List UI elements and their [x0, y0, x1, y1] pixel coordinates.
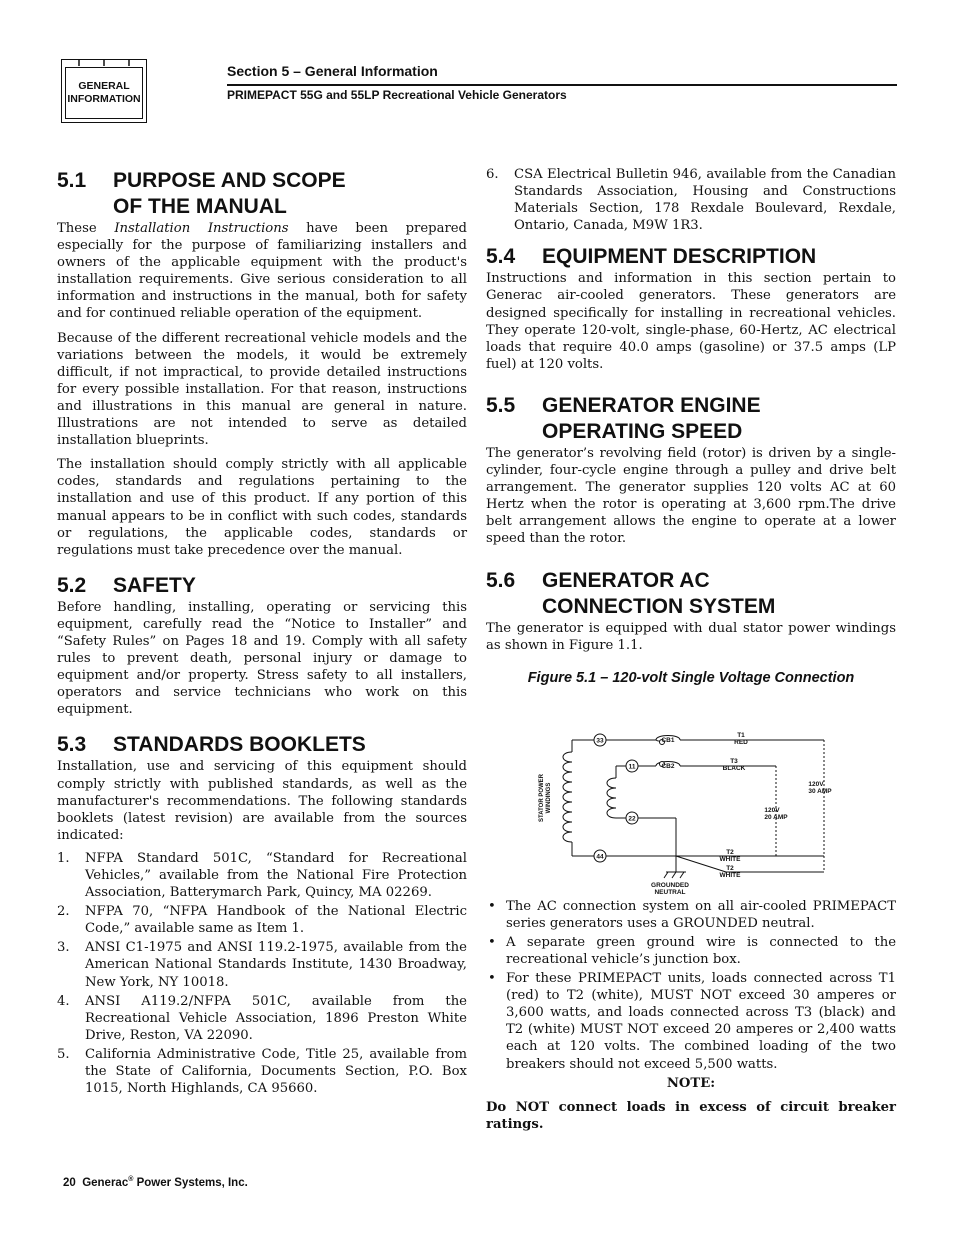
badge-ticks — [61, 59, 147, 67]
s54-paragraph-1: Instructions and information in this section pertain to Generac air-cooled generators. These generators are designed specifically for installing in recreational vehicles. They operate 120-volt, single-phase, 60-Hertz, AC electrical loads that require 40.0 amps (gasoline) or 37.5 amps (LP fuel) at 120 volts. — [486, 271, 896, 372]
node-44-label: 44 — [596, 853, 604, 861]
list-item: 4. ANSI A119.2/NFPA 501C, available from the Recreational Vehicle Association, 1896 Preston White Drive, Reston, VA 22090. — [57, 993, 467, 1043]
heading-5-1: 5.1 PURPOSE AND SCOPE OF THE MANUAL — [57, 169, 346, 218]
list-item: 3. ANSI C1-1975 and ANSI 119.2-1975, available from the American National Standards Institute, 1430 Broadway, New York, NY 10018. — [57, 940, 467, 990]
list-item: • A separate green ground wire is connected to the recreational vehicle’s junction box. — [488, 934, 896, 967]
windings-label: WINDINGS — [546, 782, 552, 814]
list-item: 5. California Administrative Code, Title 25, available from the State of California, Documents Section, P.O. Box 1015, North Highlands, CA 95660. — [57, 1046, 467, 1097]
s51-paragraph-3: The installation should comply strictly with all applicable codes, standards and regulations pertaining to the installation and use of this product. If any portion of this manual appears to be in conflict with such codes, standards or regulations, the applicable codes, standards or regulations must take precedence over the manual. — [57, 457, 467, 558]
document-subtitle: PRIMEPACT 55G and 55LP Recreational Vehicle Generators — [227, 88, 567, 102]
cb2-label: CB2 — [661, 762, 675, 770]
section-heading: Section 5 – General Information — [227, 63, 438, 79]
node-22-label: 22 — [628, 815, 636, 823]
grounded-label: GROUNDED — [651, 881, 689, 889]
s52-paragraph-1: Before handling, installing, operating or servicing this equipment, carefully read the “Notice to Installer” and “Safety Rules” on Pages 18 and 19. Comply with all safety rules to prevent death, personal injury or damage to equipment and/or property. Stress safety to all installers, operators and service technicians who work on this equipment. — [57, 599, 467, 718]
footer-company: Generac® Power Systems, Inc. — [82, 1176, 248, 1189]
standards-list-continued — [486, 166, 896, 234]
v20-label: 120V — [764, 806, 780, 814]
t1-color: RED — [734, 738, 748, 746]
t2-color-b: WHITE — [719, 871, 741, 879]
heading-5-2: 5.2 SAFETY — [57, 573, 196, 597]
ac-bullet-list — [486, 898, 896, 1073]
page-footer — [63, 1176, 248, 1189]
neutral-label: NEUTRAL — [654, 888, 686, 896]
t2-label-b: T2 — [726, 864, 734, 872]
s51-paragraph-1: These Installation Instructions have been prepared especially for the purpose of familiarizing installers and owners of the applicable equipment with the product's installation requirements. Give serious consideration to all information and instructions in the manual, both for safety and for continued reliable operation of the equipment. — [57, 221, 467, 322]
stator-label: STATOR POWER — [539, 773, 545, 822]
section-badge — [61, 59, 147, 123]
amp30-label: 30 AMP — [808, 787, 832, 795]
node-11-label: 11 — [628, 763, 636, 771]
amp20-label: 20 AMP — [764, 813, 788, 821]
t3-color: BLACK — [722, 764, 746, 772]
s56-paragraph-1: The generator is equipped with dual stator power windings as shown in Figure 1.1. — [486, 620, 896, 653]
list-item: 2. NFPA 70, “NFPA Handbook of the National Electric Code,” available same as Item 1. — [57, 904, 467, 937]
heading-5-4: 5.4 EQUIPMENT DESCRIPTION — [486, 245, 817, 269]
left-column — [57, 168, 467, 1099]
list-item: 6. CSA Electrical Bulletin 946, available from the Canadian Standards Association, Housing and Constructions Materials Section, 178 Rexdale Boulevard, Rexdale, Ontario, Canada, M9W 1R3. — [486, 167, 896, 234]
right-column — [486, 166, 896, 1133]
list-item: 1. NFPA Standard 501C, “Standard for Recreational Vehicles,” available from the National Fire Protection Association, Batterymarch Park, Quincy, MA 02269. — [57, 850, 467, 901]
note-label: NOTE: — [666, 1075, 716, 1091]
s51-paragraph-2: Because of the different recreational vehicle models and the variations between the models, it would be extremely difficult, if not impractical, to provide detailed instructions for every possible installation. For that reason, instructions and illustrations in this manual are general in nature. Illustrations are not intended to serve as detailed installation blueprints. — [57, 330, 467, 449]
t2-color-a: WHITE — [719, 855, 741, 863]
t2-label-a: T2 — [726, 848, 734, 856]
node-33-label: 33 — [596, 737, 604, 745]
s53-paragraph-1: Installation, use and servicing of this equipment should comply strictly with published standards, as well as the manufacturer's recommendations. The following standards booklets (latest revision) are available from the sources indicated: — [57, 759, 467, 843]
wiring-diagram — [486, 700, 896, 896]
list-item: • The AC connection system on all air-cooled PRIMEPACT series generators uses a GROUNDED neutral. — [488, 898, 896, 931]
t3-label: T3 — [730, 757, 738, 765]
heading-5-5: 5.5 GENERATOR ENGINE OPERATING SPEED — [486, 393, 761, 443]
figure-caption: Figure 5.1 – 120-volt Single Voltage Connection — [527, 669, 855, 686]
badge-label: GENERAL INFORMATION — [65, 67, 143, 119]
standards-list — [57, 850, 467, 1097]
cb1-label: CB1 — [661, 736, 675, 744]
page-number: 20 — [63, 1176, 76, 1189]
s55-paragraph-1: The generator’s revolving field (rotor) is driven by a single-cylinder, four-cycle engine through a pulley and drive belt arrangement. The generator supplies 120 volts AC at 60 Hertz when the rotor is operating at 3,600 rpm.The drive belt arrangement allows the engine to operate at a lower speed than the rotor. — [486, 445, 896, 547]
note-text: Do NOT connect loads in excess of circuit breaker ratings. — [486, 1099, 896, 1132]
heading-5-3: 5.3 STANDARDS BOOKLETS — [57, 733, 366, 757]
list-item: • For these PRIMEPACT units, loads connected across T1 (red) to T2 (white), MUST NOT exceed 30 amperes or 3,600 watts, and loads connected across T3 (black) and T2 (white) MUST NOT exceed 20 amperes or 2,400 watts each at 120 volts. The combined loading of the two breakers should not exceed 5,500 watts. — [488, 971, 896, 1072]
heading-5-6: 5.6 GENERATOR AC CONNECTION SYSTEM — [486, 568, 776, 618]
header-rule — [227, 84, 897, 86]
t1-label: T1 — [737, 731, 745, 739]
v30-label: 120V — [808, 780, 824, 788]
